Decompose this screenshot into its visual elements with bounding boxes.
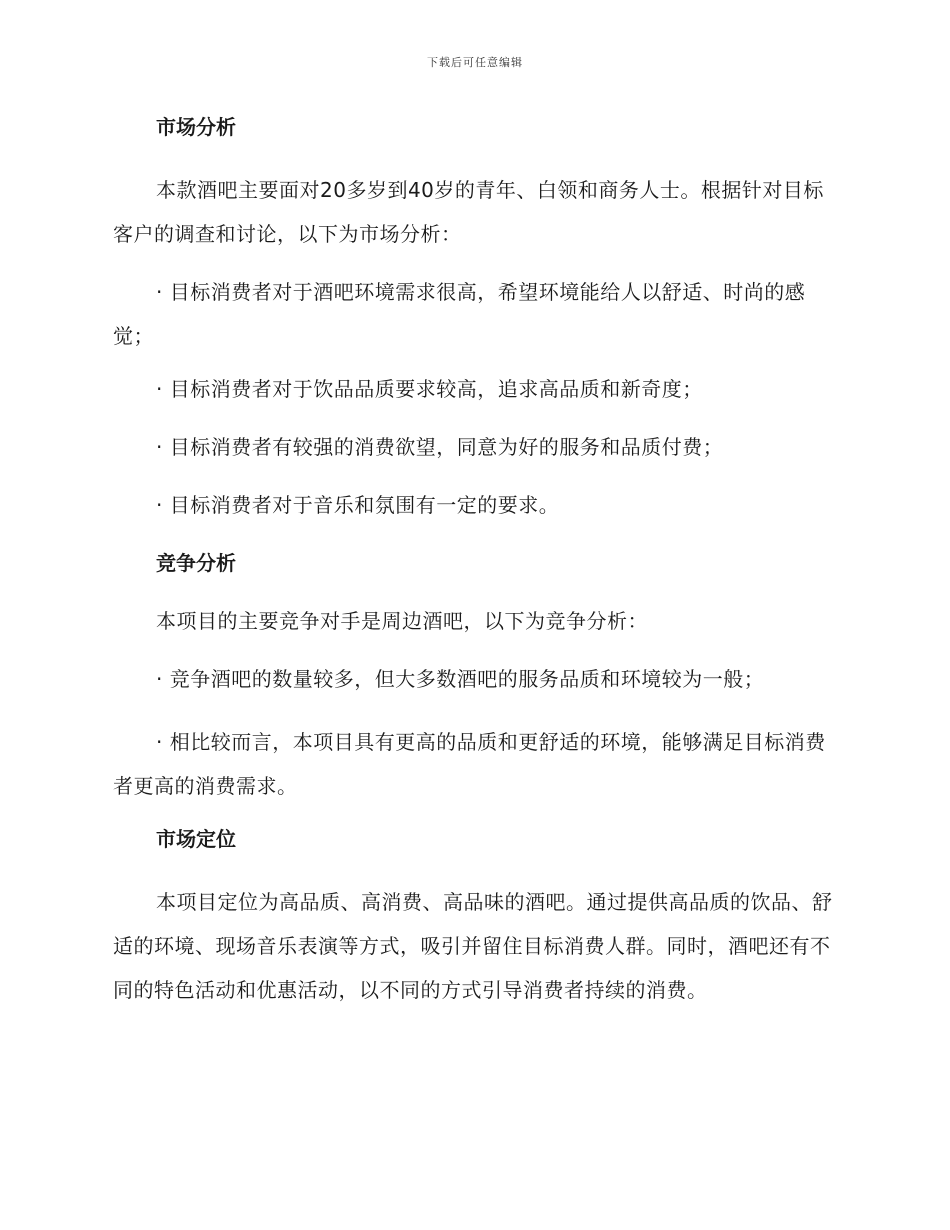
bullet-item: · 目标消费者对于饮品品质要求较高，追求高品质和新奇度； (156, 377, 703, 401)
paragraph: 本项目定位为高品质、高消费、高品味的酒吧。通过提供高品质的饮品、舒适的环境、现场音乐表演等方式，吸引并留住目标消费人群。同时，酒吧还有不同的特色活动和优惠活动，以不同的方式引导消费者持续的消费。 (113, 890, 833, 1002)
bullet-item: · 竞争酒吧的数量较多，但大多数酒吧的服务品质和环境较为一般； (156, 667, 765, 691)
paragraph: 本项目的主要竞争对手是周边酒吧，以下为竞争分析： (156, 609, 648, 633)
bullet-item: · 相比较而言，本项目具有更高的品质和更舒适的环境，能够满足目标消费者更高的消费需求。 (113, 730, 826, 798)
section-heading-market-positioning: 市场定位 (156, 827, 236, 851)
bullet-item: · 目标消费者有较强的消费欲望，同意为好的服务和品质付费； (156, 435, 724, 459)
bullet-item: · 目标消费者对于酒吧环境需求很高，希望环境能给人以舒适、时尚的感觉； (113, 280, 806, 348)
page-header: 下载后可任意编辑 (427, 56, 523, 69)
section-heading-market-analysis: 市场分析 (156, 115, 236, 139)
document-body (113, 110, 833, 1026)
bullet-item: · 目标消费者对于音乐和氛围有一定的要求。 (156, 493, 560, 517)
paragraph: 本款酒吧主要面对20多岁到40岁的青年、白领和商务人士。根据针对目标客户的调查和讨论，以下为市场分析： (113, 178, 824, 246)
section-heading-competition-analysis: 竞争分析 (156, 551, 236, 575)
